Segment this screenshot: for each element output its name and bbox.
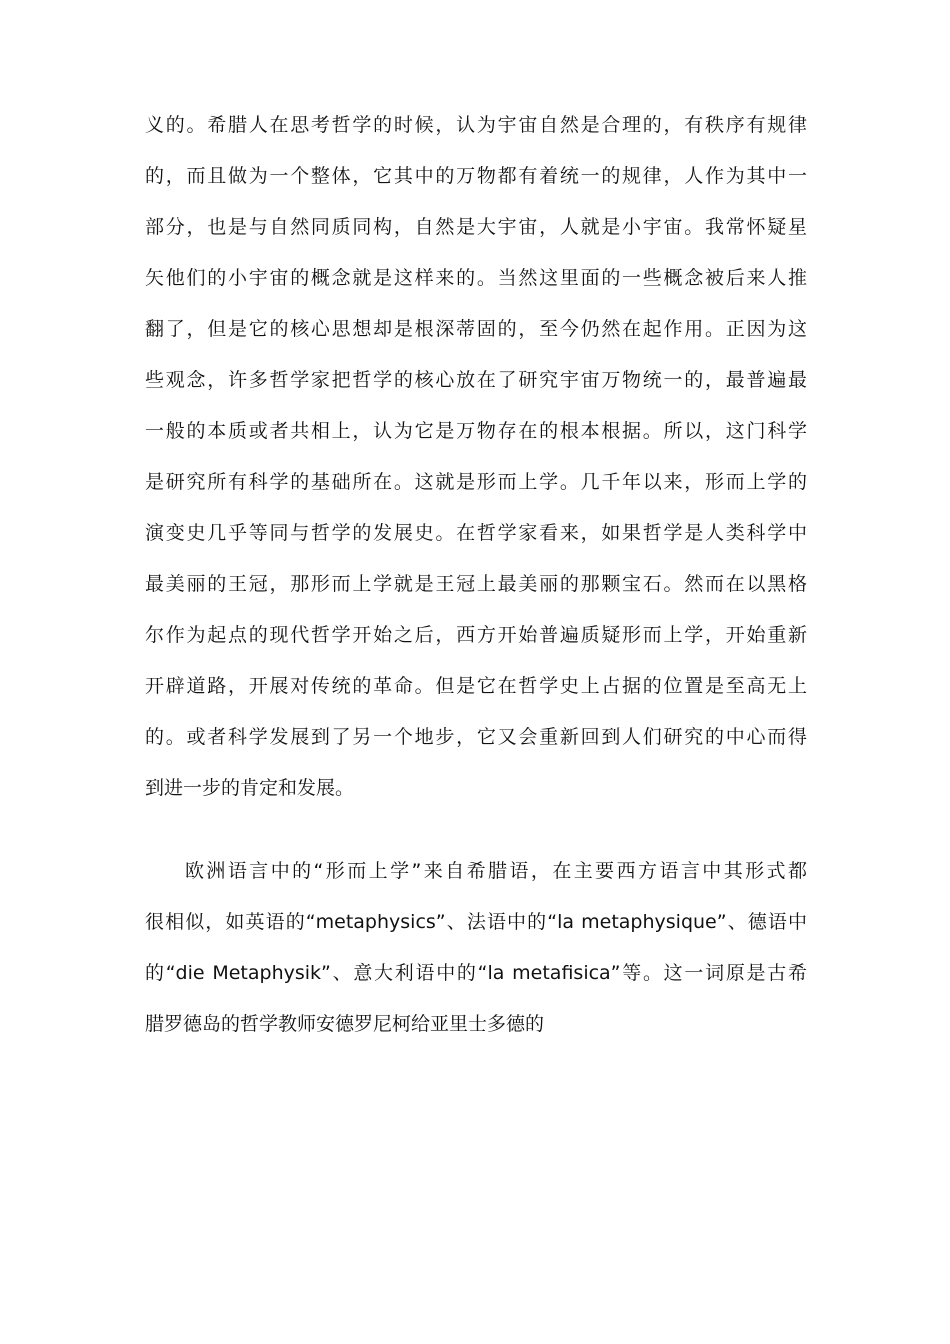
text-line: 些观念，许多哲学家把哲学的核心放在了研究宇宙万物统一的，最普遍最 [145, 369, 807, 391]
paragraph-2 [145, 846, 807, 1050]
text-line: 尔作为起点的现代哲学开始之后，西方开始普遍质疑形而上学，开始重新 [145, 624, 807, 646]
text-line: 腊罗德岛的哲学教师安德罗尼柯给亚里士多德的 [145, 1013, 545, 1035]
text-line: 开辟道路，开展对传统的革命。但是它在哲学史上占据的位置是至高无上 [145, 675, 807, 697]
text-line: 到进一步的肯定和发展。 [145, 777, 355, 799]
text-line: 的。或者科学发展到了另一个地步，它又会重新回到人们研究的中心而得 [145, 726, 807, 748]
paragraph-1 [145, 100, 807, 814]
text-line: 一般的本质或者共相上，认为它是万物存在的根本根据。所以，这门科学 [145, 420, 807, 442]
text-line: 部分，也是与自然同质同构，自然是大宇宙，人就是小宇宙。我常怀疑星 [145, 216, 807, 238]
text-line: 义的。希腊人在思考哲学的时候，认为宇宙自然是合理的，有秩序有规律 [145, 114, 807, 136]
text-line: 是研究所有科学的基础所在。这就是形而上学。几千年以来，形而上学的 [145, 471, 807, 493]
text-line: 翻了，但是它的核心思想却是根深蒂固的，至今仍然在起作用。正因为这 [145, 318, 807, 340]
text-line: 演变史几乎等同与哲学的发展史。在哲学家看来，如果哲学是人类科学中 [145, 522, 807, 544]
text-line: 的，而且做为一个整体，它其中的万物都有着统一的规律，人作为其中一 [145, 165, 807, 187]
text-line: 最美丽的王冠，那形而上学就是王冠上最美丽的那颗宝石。然而在以黑格 [145, 573, 807, 595]
text-line: 的“die Metaphysik”、意大利语中的“la metafisica”等。这一词原是古希 [145, 962, 807, 984]
text-line: 很相似，如英语的“metaphysics”、法语中的“la metaphysique”、德语中 [145, 911, 807, 933]
text-line: 矢他们的小宇宙的概念就是这样来的。当然这里面的一些概念被后来人推 [145, 267, 807, 289]
text-line: 欧洲语言中的“形而上学”来自希腊语，在主要西方语言中其形式都 [185, 860, 807, 882]
